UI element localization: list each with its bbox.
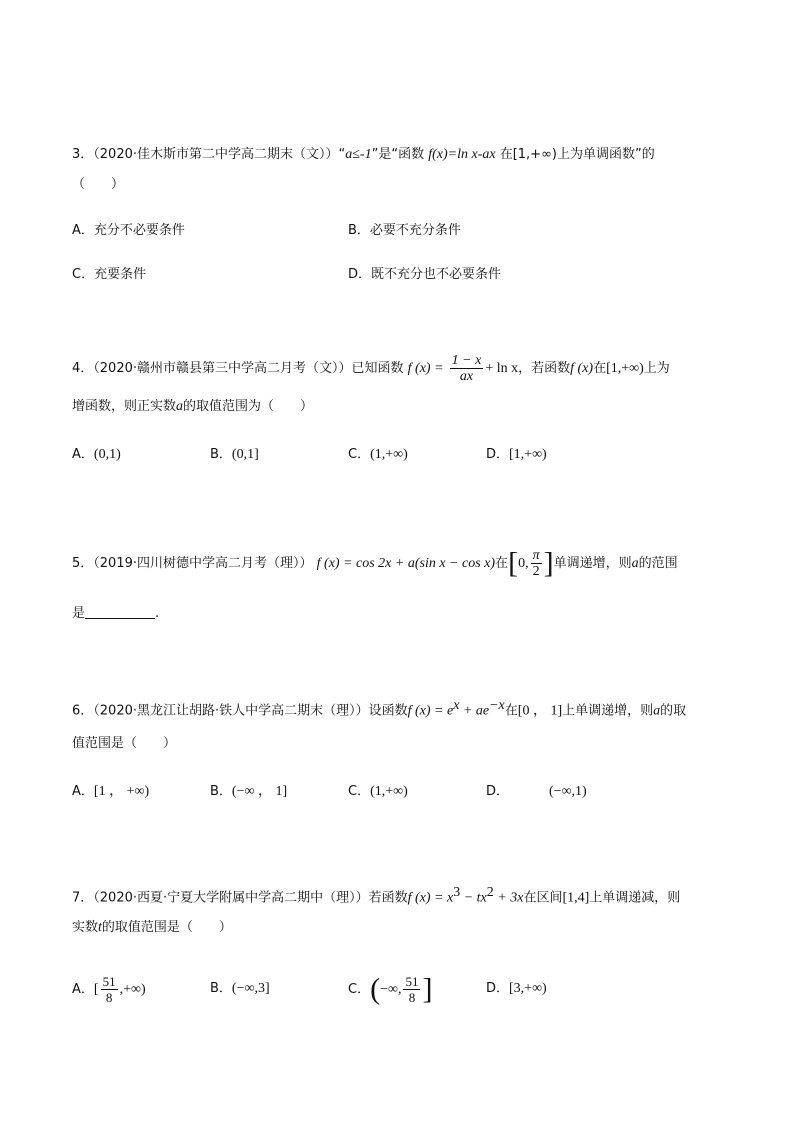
q4-a-label: A． [72,447,94,462]
q5-var: a [631,556,639,571]
q6-in: 在 [504,703,518,719]
q7-interval: [1,4] [562,890,590,906]
q5-end: . [155,606,160,621]
q7-exp1: 3 [453,885,461,900]
q3-condition: a≤-1 [345,147,372,162]
q7-exp2: 2 [486,885,494,900]
q5-pi: π [532,548,540,563]
q7-d-value: [3,+∞) [509,981,547,996]
q5-bracket-left: [ [508,546,519,580]
q6-a-value: [1 ， +∞) [93,784,150,799]
q6-source: 6．（2020·黑龙江让胡路·铁人中学高二期末（理））设函数 [72,703,408,719]
q6-option-a [72,783,149,801]
q7-b-value: (−∞,3] [231,981,270,996]
q6-stem [72,697,686,720]
q5-line2-text: 是 [72,606,86,621]
q7-a-open: [ [93,982,99,997]
q5-fraction [531,548,542,579]
q6-plus: + ae [459,703,490,719]
q3-option-d: D．既不充分也不必要条件 [348,267,502,282]
q7-c-open: −∞, [380,982,402,997]
q4-d-value: [1,+∞) [509,447,547,462]
q6-option-c [348,783,408,801]
q6-option-d [486,783,587,801]
q3-source: 3．（2020·佳木斯市第二中学高二期末（文））“ [72,147,346,162]
q5-in: 在 [495,556,509,571]
q4-option-a [72,446,121,464]
q4-stem-line2 [72,398,313,416]
q4-stem [72,350,670,388]
q4-line2-b: 的取值范围为（ ） [183,399,314,414]
q6-c-label: C． [348,784,371,799]
q7-mid2: + 3x [493,890,524,906]
q5-two: 2 [532,564,540,579]
q6-d-value: (−∞,1) [549,784,587,799]
q7-a-label: A． [72,982,94,997]
q4-d-label: D． [486,447,510,462]
q6-line2: 值范围是（ ） [72,736,177,751]
q7-d-label: D． [486,981,510,996]
q4-fraction [450,353,484,384]
q5-source: 5．（2019·四川树德中学高二月考（理）） [72,556,313,571]
q4-ln: + ln x [485,361,519,376]
q6-a-label: A． [72,784,94,799]
q6-tail-b: 的取 [660,703,687,719]
q6-b-value: (−∞ ， 1] [231,784,288,799]
q7-tail: 上单调递减，则 [589,890,681,906]
q4-var: a [176,399,184,414]
q4-source: 4．（2020·赣州市赣县第三中学高二月考（文））已知函数 [72,361,404,376]
q4-option-b [210,446,259,464]
q3-option-b: B．必要不充分条件 [348,223,461,238]
q5-answer-blank[interactable] [85,604,155,619]
q3-mid: ”是“函数 [371,147,429,162]
q5-interval-left: 0, [518,556,529,571]
q6-fx: f (x) = e [407,703,454,719]
q5-stem [72,545,678,583]
q5-tail-a: 单调递增，则 [553,556,632,571]
q3-option-a: A．充分不必要条件 [72,223,185,238]
q7-c-bracket-right: ] [422,972,433,1006]
q4-in: 在 [593,361,607,376]
q7-line2-a: 实数 [72,920,99,935]
q7-option-c [348,972,432,1008]
q6-exp1: x [453,698,460,713]
q7-a-den: 8 [105,990,113,1005]
q4-a-value: (0,1) [93,447,121,462]
q7-stem [72,884,680,907]
q6-option-b [210,783,287,801]
q4-option-c [348,446,408,464]
q7-line2-b: 的取值范围是（ ） [101,920,232,935]
q3-function: f(x)=ln x-ax [428,147,496,162]
q7-in: 在区间 [523,890,563,906]
q7-c-paren-left: ( [370,972,381,1006]
q4-b-value: (0,1] [231,447,259,462]
q4-fx2: f (x) [570,361,594,376]
q6-d-label: D． [486,784,510,799]
q4-c-value: (1,+∞) [370,447,408,462]
q7-option-d [486,980,547,998]
q7-var: t [98,920,102,935]
q4-line2-a: 增函数，则正实数 [72,399,177,414]
q7-mid1: − tx [460,890,487,906]
q3-paren: （ ） [72,177,125,192]
q4-interval: [1,+∞) [606,361,644,376]
q5-expr: f (x) = cos 2x + a(sin x − cos x) [316,556,496,571]
q6-var: a [653,703,661,719]
q7-b-label: B． [210,981,232,996]
q3-tail: 在[1,+∞)上为单调函数”的 [495,147,655,162]
q6-c-value: (1,+∞) [370,784,408,799]
q6-exp2: −x [489,698,505,713]
q6-interval: [0 ， 1] [517,703,563,719]
q5-line2 [72,604,159,623]
q7-c-fraction [403,974,420,1005]
q4-fx: f (x) = [407,361,444,376]
q4-option-d [486,446,547,464]
q7-fx: f (x) = x [407,890,454,906]
q4-denominator: ax [459,369,474,384]
q7-source: 7．（2020·西夏·宁夏大学附属中学高二期中（理））若函数 [72,890,408,906]
q7-option-b [210,980,270,998]
q7-a-fraction [101,974,118,1005]
q7-c-label: C． [348,982,371,997]
q3-stem [72,146,655,164]
q5-tail-b: 的范围 [638,556,678,571]
q4-mid: ，若函数 [518,361,571,376]
q5-bracket-right: ] [543,546,554,580]
q3-option-c: C．充要条件 [72,267,147,282]
q7-c-den: 8 [408,990,416,1005]
q7-line2 [72,919,232,937]
q4-c-label: C． [348,447,371,462]
q6-tail-a: 上单调递增，则 [562,703,654,719]
q4-numerator: 1 − x [451,353,482,368]
q7-option-a [72,972,146,1008]
q7-c-num: 51 [405,974,419,989]
q4-tail: 上为 [643,361,670,376]
q4-b-label: B． [210,447,232,462]
q7-a-num: 51 [102,974,116,989]
q7-a-close: ,+∞) [119,982,146,997]
q6-b-label: B． [210,784,232,799]
